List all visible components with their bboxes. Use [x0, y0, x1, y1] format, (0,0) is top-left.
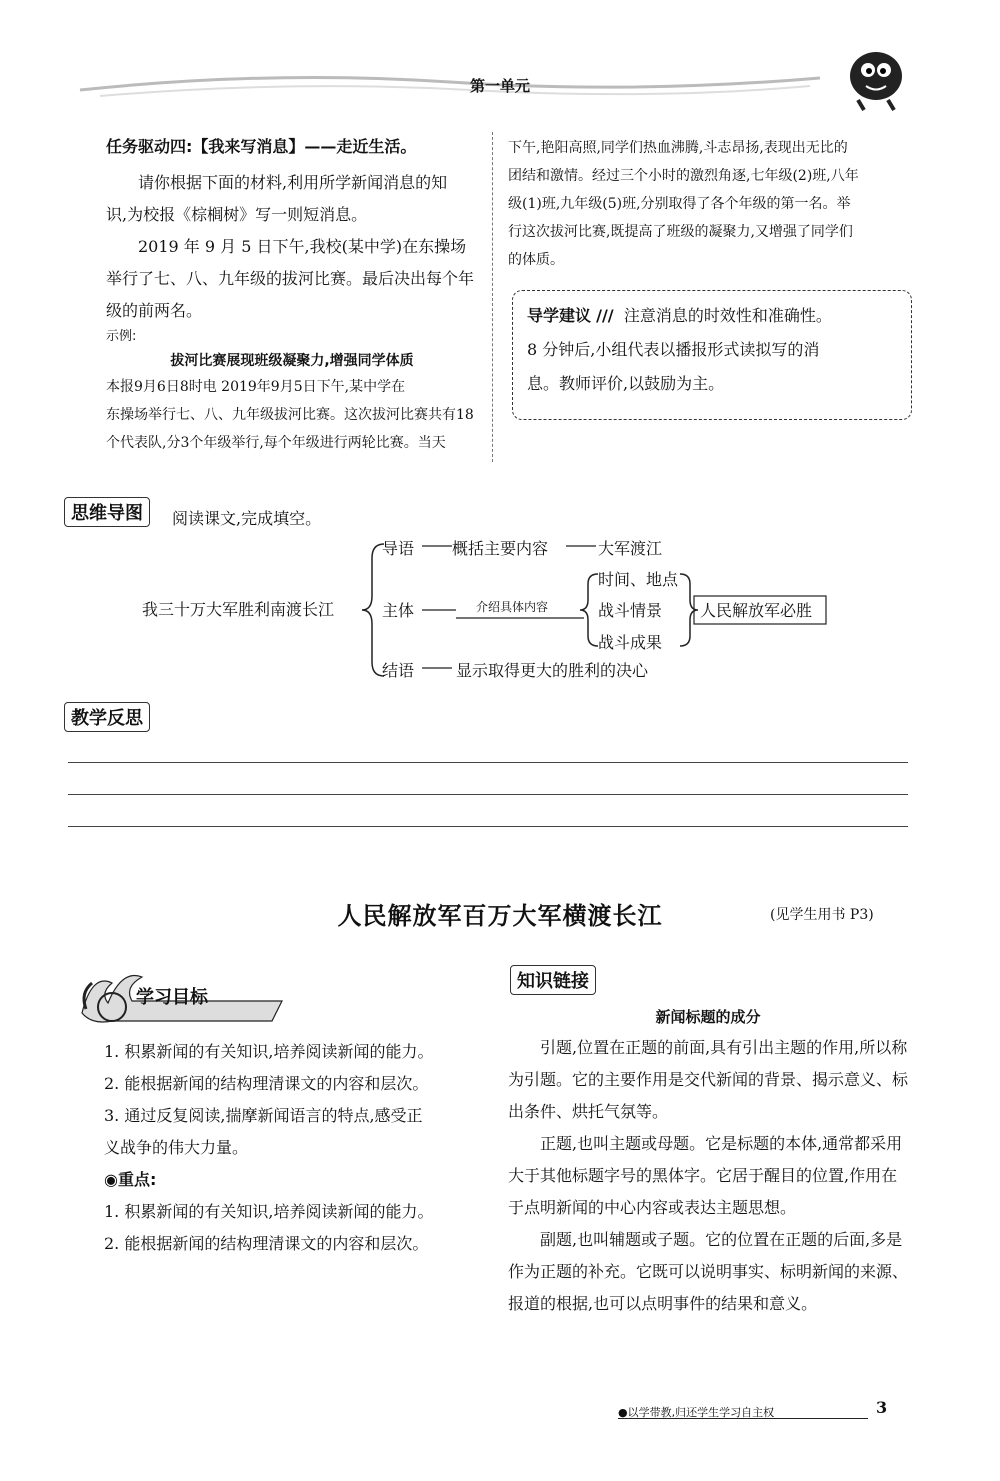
guide-tag: 导学建议: [527, 306, 592, 325]
mindmap-root: 我三十万大军胜利南渡长江: [142, 600, 335, 619]
guide-text: 注意消息的时效性和准确性。: [623, 306, 832, 325]
mindmap-lead-answer: 大军渡江: [598, 539, 663, 558]
goal-item: 义战争的伟大力量。: [104, 1138, 249, 1157]
mindmap-body-label: 主体: [382, 601, 415, 620]
goals-label: 学习目标: [136, 987, 208, 1008]
knowledge-title: 新闻标题的成分: [655, 1008, 761, 1026]
reflection-line[interactable]: [68, 762, 908, 763]
goals-list: [104, 1036, 484, 1260]
example-line: 本报9月6日8时电 2019年9月5日下午,某中学在: [106, 379, 406, 395]
mindmap-tag: 思维导图: [64, 497, 150, 527]
mindmap-body-desc: 介绍具体内容: [476, 600, 549, 614]
example-line: 团结和激情。经过三个小时的激烈角逐,七年级(2)班,八年: [508, 168, 859, 184]
knowledge-body: [508, 1032, 912, 1320]
mascot-icon: [838, 38, 918, 118]
example-body-right: [508, 134, 908, 274]
example-line: 下午,艳阳高照,同学们热血沸腾,斗志昂扬,表现出无比的: [508, 140, 848, 156]
task-line: 识,为校报《棕榈树》写一则短消息。: [106, 205, 368, 224]
knowledge-paragraph: 引题,位置在正题的前面,具有引出主题的作用,所以称为引题。它的主要作用是交代新闻的背景、揭示意义、标出条件、烘托气氛等。: [508, 1038, 909, 1121]
focus-item: 2. 能根据新闻的结构理清课文的内容和层次。: [104, 1234, 429, 1253]
example-label: 示例:: [106, 329, 137, 344]
task-body: [106, 167, 478, 327]
reflection-line[interactable]: [68, 826, 908, 827]
task-line: 举行了七、八、九年级的拔河比赛。最后决出每个年: [106, 269, 475, 288]
example-line: 级(1)班,九年级(5)班,分别取得了各个年级的第一名。举: [508, 196, 851, 212]
example-title: 拔河比赛展现班级凝聚力,增强同学体质: [170, 353, 414, 369]
task-line: 请你根据下面的材料,利用所学新闻消息的知: [138, 173, 448, 192]
mindmap-conclusion: 人民解放军必胜: [700, 601, 813, 620]
guide-line: 息。教师评价,以鼓励为主。: [527, 374, 725, 393]
knowledge-paragraph: 正题,也叫主题或母题。它是标题的本体,通常都采用大于其他标题字号的黑体字。它居于醒目的位置,作用在于点明新闻的中心内容或表达主题思想。: [508, 1134, 903, 1217]
lesson-ref: (见学生用书 P3): [770, 907, 874, 923]
example-body-left: [106, 373, 478, 457]
task-line: 级的前两名。: [106, 301, 203, 320]
mindmap-lead-label: 导语: [382, 539, 415, 558]
mindmap-body-item: 时间、地点: [598, 570, 679, 589]
knowledge-paragraph: 副题,也叫辅题或子题。它的位置在正题的后面,多是作为正题的补充。它既可以说明事实、标明新闻的来源、报道的根据,也可以点明事件的结果和意义。: [508, 1230, 909, 1313]
focus-label: ◉重点:: [104, 1170, 157, 1189]
example-line: 东操场举行七、八、九年级拔河比赛。这次拔河比赛共有18: [106, 407, 474, 423]
mindmap-lead-desc: 概括主要内容: [452, 539, 549, 558]
example-line: 的体质。: [508, 252, 564, 268]
guide-line-1: 导学建议 /// 注意消息的时效性和准确性。: [527, 306, 832, 325]
mindmap-end-desc: 显示取得更大的胜利的决心: [456, 661, 649, 680]
focus-item: 1. 积累新闻的有关知识,培养阅读新闻的能力。: [104, 1202, 434, 1221]
mindmap-end-label: 结语: [382, 661, 415, 680]
task-title: 任务驱动四:【我来写消息】——走近生活。: [106, 137, 417, 156]
example-line: 个代表队,分3个年级举行,每个年级进行两轮比赛。当天: [106, 435, 446, 451]
guide-box: [512, 290, 912, 420]
mindmap-prompt: 阅读课文,完成填空。: [172, 509, 322, 528]
footer-line: [618, 1418, 868, 1419]
page-number: 3: [876, 1398, 888, 1417]
goal-item: 2. 能根据新闻的结构理清课文的内容和层次。: [104, 1074, 429, 1093]
mindmap-body-item: 战斗成果: [598, 633, 663, 652]
goal-item: 3. 通过反复阅读,揣摩新闻语言的特点,感受正: [104, 1106, 423, 1125]
task-line: 2019 年 9 月 5 日下午,我校(某中学)在东操场: [138, 237, 467, 256]
unit-header: 第一单元: [469, 77, 530, 95]
example-line: 行这次拔河比赛,既提高了班级的凝聚力,又增强了同学们: [508, 224, 853, 240]
guide-line: 8 分钟后,小组代表以播报形式读拟写的消: [527, 340, 820, 359]
lesson-title: 人民解放军百万大军横渡长江: [337, 902, 663, 930]
reflection-line[interactable]: [68, 794, 908, 795]
knowledge-tag: 知识链接: [510, 965, 596, 995]
footer-slogan: ●以学带教,归还学生学习自主权: [618, 1406, 775, 1419]
reflection-tag: 教学反思: [64, 702, 150, 732]
column-divider: [492, 132, 493, 462]
goal-item: 1. 积累新闻的有关知识,培养阅读新闻的能力。: [104, 1042, 434, 1061]
mindmap-body-item: 战斗情景: [598, 601, 663, 620]
